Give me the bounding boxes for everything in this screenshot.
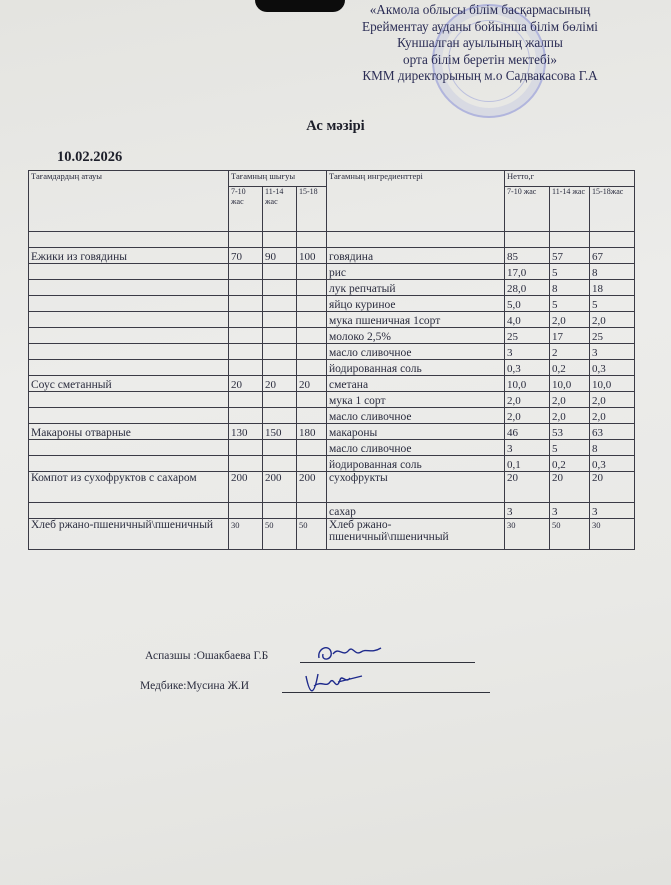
netto-value: 0,3 bbox=[590, 456, 635, 472]
yield-value bbox=[263, 456, 297, 472]
netto-value: 30 bbox=[590, 519, 635, 550]
yield-value bbox=[263, 280, 297, 296]
yield-value bbox=[263, 328, 297, 344]
table-row bbox=[29, 328, 635, 344]
dish-name bbox=[29, 312, 229, 328]
netto-value: 2,0 bbox=[550, 312, 590, 328]
ingredient-name: молоко 2,5% bbox=[327, 328, 505, 344]
cook-signature-label: Аспазшы :Ошакбаева Г.Б bbox=[145, 650, 269, 662]
ingredient-name: Хлеб ржано-пшеничный\пшеничный bbox=[327, 519, 505, 550]
dish-name bbox=[29, 392, 229, 408]
cook-handwritten-signature bbox=[315, 640, 385, 666]
dish-name: Хлеб ржано-пшеничный\пшеничный bbox=[29, 519, 229, 550]
dish-name: Ежики из говядины bbox=[29, 248, 229, 264]
netto-value: 5 bbox=[550, 440, 590, 456]
dish-name bbox=[29, 503, 229, 519]
netto-value: 25 bbox=[590, 328, 635, 344]
yield-value: 30 bbox=[229, 519, 263, 550]
table-empty-row bbox=[29, 232, 635, 248]
yield-value bbox=[297, 408, 327, 424]
netto-value: 18 bbox=[590, 280, 635, 296]
netto-value: 67 bbox=[590, 248, 635, 264]
netto-value: 17,0 bbox=[505, 264, 550, 280]
netto-value: 20 bbox=[590, 472, 635, 503]
header-line: орта білім беретін мектебі» bbox=[403, 51, 557, 67]
header-ingredients: Тағамның ингредиенттері bbox=[327, 171, 505, 232]
ingredient-name: сметана bbox=[327, 376, 505, 392]
yield-value bbox=[263, 360, 297, 376]
netto-value: 0,2 bbox=[550, 360, 590, 376]
netto-value: 2,0 bbox=[550, 408, 590, 424]
yield-value: 50 bbox=[297, 519, 327, 550]
yield-value bbox=[229, 503, 263, 519]
netto-value: 17 bbox=[550, 328, 590, 344]
netto-value: 8 bbox=[590, 264, 635, 280]
dish-name: Компот из сухофруктов с сахаром bbox=[29, 472, 229, 503]
netto-value: 5 bbox=[590, 296, 635, 312]
dish-name bbox=[29, 328, 229, 344]
table-row bbox=[29, 392, 635, 408]
table-row bbox=[29, 519, 635, 550]
table-row bbox=[29, 424, 635, 440]
header-line: КММ директорының м.о Садвакасова Г.А bbox=[362, 68, 598, 83]
netto-value: 5,0 bbox=[505, 296, 550, 312]
netto-value: 8 bbox=[590, 440, 635, 456]
yield-value bbox=[229, 408, 263, 424]
netto-value: 2,0 bbox=[590, 392, 635, 408]
yield-value: 150 bbox=[263, 424, 297, 440]
yield-value bbox=[229, 440, 263, 456]
netto-value: 0,3 bbox=[590, 360, 635, 376]
dish-name bbox=[29, 360, 229, 376]
table-row bbox=[29, 376, 635, 392]
nurse-handwritten-signature bbox=[300, 666, 370, 700]
yield-value bbox=[263, 392, 297, 408]
netto-value: 2,0 bbox=[505, 392, 550, 408]
yield-value bbox=[229, 456, 263, 472]
yield-value bbox=[229, 312, 263, 328]
header-line: Ерейментау ауданы бойынша білім бөлімі bbox=[362, 18, 598, 34]
yield-value: 100 bbox=[297, 248, 327, 264]
ingredient-name: масло сливочное bbox=[327, 408, 505, 424]
netto-value: 10,0 bbox=[550, 376, 590, 392]
netto-value: 0,3 bbox=[505, 360, 550, 376]
yield-value bbox=[297, 296, 327, 312]
table-row bbox=[29, 248, 635, 264]
netto-value: 0,2 bbox=[550, 456, 590, 472]
ingredient-name: сухофрукты bbox=[327, 472, 505, 503]
yield-value bbox=[263, 408, 297, 424]
netto-value: 2,0 bbox=[590, 408, 635, 424]
netto-value: 2,0 bbox=[550, 392, 590, 408]
dish-name bbox=[29, 408, 229, 424]
table-row bbox=[29, 280, 635, 296]
netto-value: 20 bbox=[505, 472, 550, 503]
yield-value bbox=[297, 328, 327, 344]
netto-value: 10,0 bbox=[590, 376, 635, 392]
dish-name: Макароны отварные bbox=[29, 424, 229, 440]
yield-value: 20 bbox=[229, 376, 263, 392]
dish-name bbox=[29, 456, 229, 472]
table-row bbox=[29, 344, 635, 360]
netto-age: 11-14 жас bbox=[550, 187, 590, 232]
yield-value bbox=[297, 344, 327, 360]
dish-name: Соус сметанный bbox=[29, 376, 229, 392]
netto-value: 5 bbox=[550, 296, 590, 312]
menu-date: 10.02.2026 bbox=[57, 149, 123, 165]
yield-value bbox=[297, 392, 327, 408]
header-dish: Тағамдардың атауы bbox=[29, 171, 229, 232]
table-row bbox=[29, 503, 635, 519]
yield-value: 20 bbox=[297, 376, 327, 392]
ingredient-name: говядина bbox=[327, 248, 505, 264]
table-row bbox=[29, 440, 635, 456]
menu-table bbox=[28, 170, 635, 550]
yield-value: 130 bbox=[229, 424, 263, 440]
netto-value: 3 bbox=[590, 344, 635, 360]
netto-value: 10,0 bbox=[505, 376, 550, 392]
yield-value: 20 bbox=[263, 376, 297, 392]
yield-value: 50 bbox=[263, 519, 297, 550]
netto-value: 5 bbox=[550, 264, 590, 280]
netto-value: 2 bbox=[550, 344, 590, 360]
yield-value bbox=[229, 344, 263, 360]
netto-value: 25 bbox=[505, 328, 550, 344]
yield-value bbox=[229, 280, 263, 296]
yield-value bbox=[297, 360, 327, 376]
netto-value: 57 bbox=[550, 248, 590, 264]
yield-value bbox=[229, 296, 263, 312]
table-row bbox=[29, 456, 635, 472]
yield-value: 200 bbox=[297, 472, 327, 503]
approval-header bbox=[330, 2, 630, 85]
yield-value: 90 bbox=[263, 248, 297, 264]
yield-age: 11-14 жас bbox=[263, 187, 297, 232]
netto-age: 15-18жас bbox=[590, 187, 635, 232]
nurse-signature-label: Медбике:Мусина Ж.И bbox=[140, 680, 250, 692]
yield-age: 15-18 bbox=[297, 187, 327, 232]
yield-value bbox=[297, 312, 327, 328]
header-netto: Нетто,г bbox=[505, 171, 635, 187]
yield-value: 70 bbox=[229, 248, 263, 264]
netto-value: 4,0 bbox=[505, 312, 550, 328]
yield-age: 7-10 жас bbox=[229, 187, 263, 232]
dish-name bbox=[29, 264, 229, 280]
ingredient-name: йодированная соль bbox=[327, 456, 505, 472]
ingredient-name: макароны bbox=[327, 424, 505, 440]
netto-value: 53 bbox=[550, 424, 590, 440]
netto-value: 3 bbox=[505, 344, 550, 360]
table-row bbox=[29, 312, 635, 328]
netto-age: 7-10 жас bbox=[505, 187, 550, 232]
netto-value: 3 bbox=[505, 440, 550, 456]
table-row bbox=[29, 296, 635, 312]
yield-value bbox=[297, 456, 327, 472]
netto-value: 3 bbox=[590, 503, 635, 519]
netto-value: 2,0 bbox=[590, 312, 635, 328]
netto-value: 63 bbox=[590, 424, 635, 440]
yield-value bbox=[263, 296, 297, 312]
yield-value bbox=[263, 344, 297, 360]
dish-name bbox=[29, 280, 229, 296]
header-line: «Акмола облысы білім басқармасының bbox=[369, 2, 591, 17]
table-header-row bbox=[29, 171, 635, 187]
header-line: Куншалган ауылының жалпы bbox=[397, 35, 563, 50]
yield-value bbox=[229, 360, 263, 376]
header-yield: Тағамның шығуы bbox=[229, 171, 327, 187]
yield-value bbox=[297, 440, 327, 456]
dish-name bbox=[29, 296, 229, 312]
netto-value: 3 bbox=[505, 503, 550, 519]
table-row bbox=[29, 360, 635, 376]
yield-value bbox=[229, 328, 263, 344]
ingredient-name: масло сливочное bbox=[327, 440, 505, 456]
netto-value: 3 bbox=[550, 503, 590, 519]
table-row bbox=[29, 264, 635, 280]
netto-value: 30 bbox=[505, 519, 550, 550]
yield-value bbox=[263, 503, 297, 519]
netto-value: 20 bbox=[550, 472, 590, 503]
netto-value: 85 bbox=[505, 248, 550, 264]
ingredient-name: лук репчатый bbox=[327, 280, 505, 296]
netto-value: 8 bbox=[550, 280, 590, 296]
netto-value: 28,0 bbox=[505, 280, 550, 296]
netto-value: 50 bbox=[550, 519, 590, 550]
dish-name bbox=[29, 344, 229, 360]
yield-value bbox=[229, 264, 263, 280]
yield-value bbox=[229, 392, 263, 408]
netto-value: 0,1 bbox=[505, 456, 550, 472]
table-row bbox=[29, 408, 635, 424]
yield-value: 200 bbox=[263, 472, 297, 503]
yield-value bbox=[297, 503, 327, 519]
yield-value bbox=[297, 280, 327, 296]
yield-value: 200 bbox=[229, 472, 263, 503]
ingredient-name: мука 1 сорт bbox=[327, 392, 505, 408]
ingredient-name: масло сливочное bbox=[327, 344, 505, 360]
ingredient-name: сахар bbox=[327, 503, 505, 519]
yield-value bbox=[263, 440, 297, 456]
netto-value: 2,0 bbox=[505, 408, 550, 424]
yield-value bbox=[263, 264, 297, 280]
yield-value: 180 bbox=[297, 424, 327, 440]
netto-value: 46 bbox=[505, 424, 550, 440]
ingredient-name: мука пшеничная 1сорт bbox=[327, 312, 505, 328]
table-row bbox=[29, 472, 635, 503]
ingredient-name: рис bbox=[327, 264, 505, 280]
dish-name bbox=[29, 440, 229, 456]
yield-value bbox=[263, 312, 297, 328]
page-title: Ас мәзірі bbox=[306, 118, 365, 134]
yield-value bbox=[297, 264, 327, 280]
ingredient-name: яйцо куриное bbox=[327, 296, 505, 312]
ingredient-name: йодированная соль bbox=[327, 360, 505, 376]
